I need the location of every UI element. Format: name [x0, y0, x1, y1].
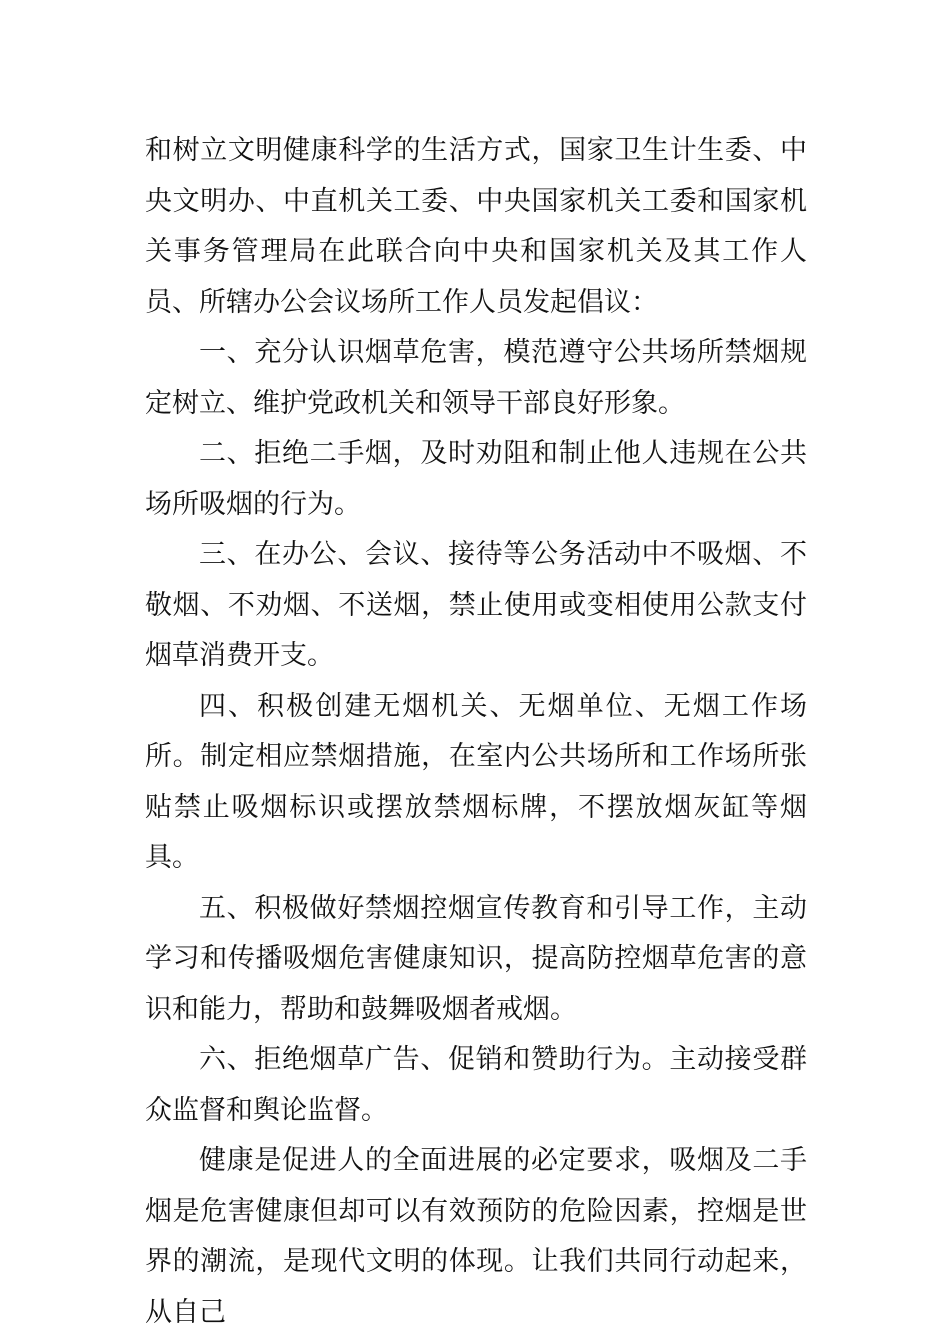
paragraph-item-1: 一、充分认识烟草危害，模范遵守公共场所禁烟规定树立、维护党政机关和领导干部良好形象。 [145, 337, 807, 419]
paragraph-item-6: 六、拒绝烟草广告、促销和赞助行为。主动接受群众监督和舆论监督。 [145, 1044, 807, 1126]
document-body [145, 126, 807, 1338]
paragraph-item-3: 三、在办公、会议、接待等公务活动中不吸烟、不敬烟、不劝烟、不送烟，禁止使用或变相使用公款支付烟草消费开支。 [145, 539, 807, 671]
paragraph-intro: 和树立文明健康科学的生活方式，国家卫生计生委、中央文明办、中直机关工委、中央国家机关工委和国家机关事务管理局在此联合向中央和国家机关及其工作人员、所辖办公会议场所工作人员发起倡议： [145, 135, 807, 318]
paragraph-closing: 健康是促进人的全面进展的必定要求，吸烟及二手烟是危害健康但却可以有效预防的危险因素，控烟是世界的潮流，是现代文明的体现。让我们共同行动起来，从自己 [145, 1145, 807, 1328]
paragraph-item-2: 二、拒绝二手烟，及时劝阻和制止他人违规在公共场所吸烟的行为。 [145, 438, 807, 520]
paragraph-item-4: 四、积极创建无烟机关、无烟单位、无烟工作场所。制定相应禁烟措施，在室内公共场所和工作场所张贴禁止吸烟标识或摆放禁烟标牌，不摆放烟灰缸等烟具。 [145, 690, 807, 873]
paragraph-item-5: 五、积极做好禁烟控烟宣传教育和引导工作，主动学习和传播吸烟危害健康知识，提高防控烟草危害的意识和能力，帮助和鼓舞吸烟者戒烟。 [145, 892, 807, 1025]
